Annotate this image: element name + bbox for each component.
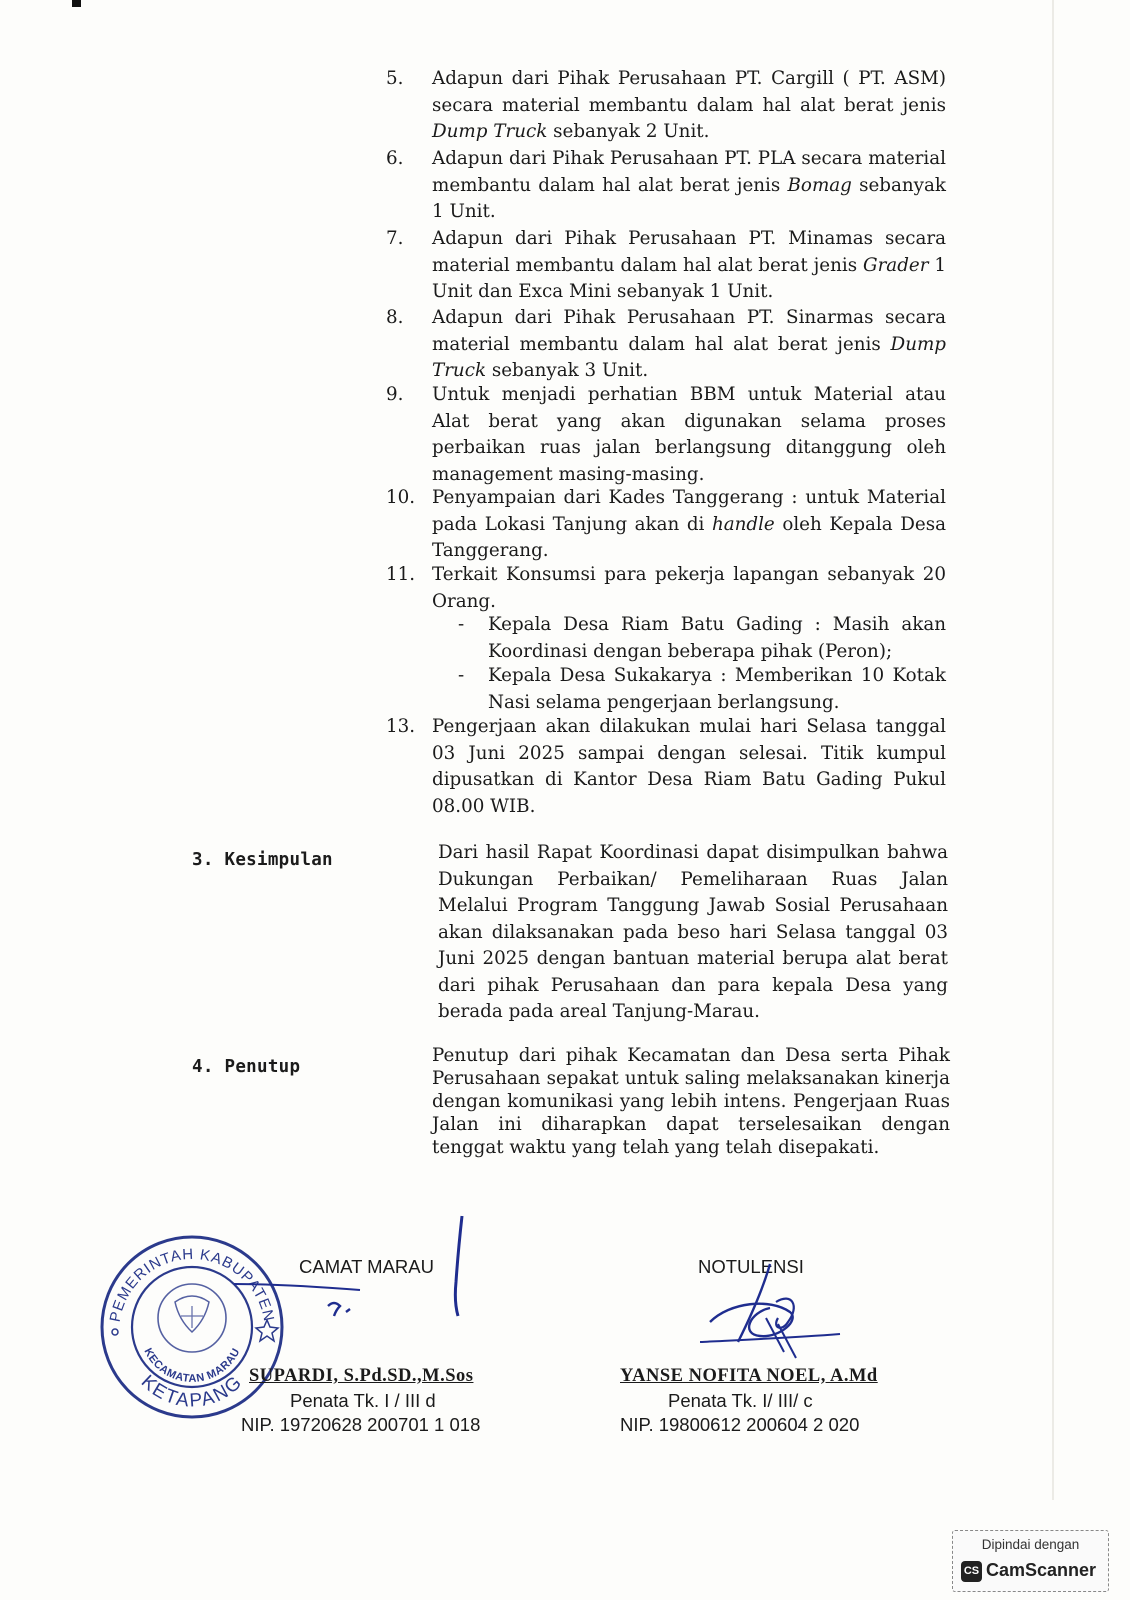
list-item-13	[386, 714, 946, 820]
signer-name-right: YANSE NOFITA NOEL, A.Md	[620, 1366, 878, 1386]
item-number: 8.	[386, 307, 404, 328]
item-text: Adapun dari Pihak Perusahaan PT. PLA secara material membantu dalam hal alat berat jenis Bomag sebanyak 1 Unit.	[432, 148, 946, 222]
scanner-brand-name: CamScanner	[986, 1560, 1097, 1580]
list-item-8	[386, 305, 946, 385]
item-text: Adapun dari Pihak Perusahaan PT. Cargill ( PT. ASM) secara material membantu dalam hal alat berat jenis Dump Truck sebanyak 2 Unit.	[432, 68, 946, 142]
page-edge-shadow	[1052, 0, 1054, 1500]
item-text: Untuk menjadi perhatian BBM untuk Material atau Alat berat yang akan digunakan selama proses perbaikan ruas jalan berlangsung ditanggung oleh management masing-masing.	[432, 384, 946, 485]
signature-stroke-left	[452, 1212, 472, 1320]
sub-item	[458, 612, 946, 665]
scanner-watermark-badge	[952, 1530, 1109, 1592]
stamp-bottom-text: KETAPANG	[136, 1371, 248, 1412]
handwritten-signature-left	[230, 1214, 390, 1334]
handwritten-signature-right	[700, 1262, 850, 1372]
section-heading-kesimpulan: 3. Kesimpulan	[192, 850, 333, 870]
sub-item	[458, 663, 946, 716]
sub-item-dash: -	[458, 665, 465, 686]
signer-title-left: CAMAT MARAU	[299, 1256, 434, 1277]
item-text: Penyampaian dari Kades Tanggerang : untuk Material pada Lokasi Tanjung akan di handle oleh Kepala Desa Tanggerang.	[432, 487, 946, 561]
list-item-5	[386, 66, 946, 146]
item-number: 13.	[386, 716, 416, 737]
item-number: 5.	[386, 68, 404, 89]
sub-item-text: Kepala Desa Sukakarya : Memberikan 10 Kotak Nasi selama pengerjaan berlangsung.	[488, 665, 946, 713]
sub-item-dash: -	[458, 614, 465, 635]
item-text: Adapun dari Pihak Perusahaan PT. Sinarmas secara material membantu dalam hal alat berat jenis Dump Truck sebanyak 3 Unit.	[432, 307, 946, 381]
signer-title-right: NOTULENSI	[698, 1256, 804, 1277]
section-heading-penutup: 4. Penutup	[192, 1057, 301, 1077]
section-body-penutup: Penutup dari pihak Kecamatan dan Desa serta Pihak Perusahaan sepakat untuk saling melaksanakan kinerja dengan komunikasi yang lebih intens. Pengerjaan Ruas Jalan ini diharapkan dapat terselesaikan dengan tenggat waktu yang telah yang telah disepakati.	[432, 1045, 950, 1158]
signer-name-left: SUPARDI, S.Pd.SD.,M.Sos	[249, 1366, 474, 1386]
camscanner-logo-icon: CS	[961, 1561, 982, 1582]
item-number: 10.	[386, 487, 416, 508]
section-body-kesimpulan: Dari hasil Rapat Koordinasi dapat disimpulkan bahwa Dukungan Perbaikan/ Pemeliharaan Ruas Jalan Melalui Program Tanggung Jawab Sosial Perusahaan akan dilaksanakan pada beso hari Selasa tanggal 03 Juni 2025 dengan bantuan material berupa alat berat dari pihak Perusahaan dan para kepala Desa yang berada pada areal Tanjung-Marau.	[438, 842, 948, 1022]
item-number: 6.	[386, 148, 404, 169]
item-text: Adapun dari Pihak Perusahaan PT. Minamas secara material membantu dalam hal alat berat jenis Grader 1 Unit dan Exca Mini sebanyak 1 Unit.	[432, 228, 946, 302]
sub-item-text: Kepala Desa Riam Batu Gading : Masih akan Koordinasi dengan beberapa pihak (Peron);	[488, 614, 946, 662]
signer-nip-right: NIP. 19800612 200604 2 020	[620, 1414, 860, 1435]
list-item-7	[386, 226, 946, 306]
item-number: 11.	[386, 564, 416, 585]
scan-edge-mark	[72, 0, 81, 7]
signer-nip-left: NIP. 19720628 200701 1 018	[241, 1414, 481, 1435]
list-item-6	[386, 146, 946, 226]
item-number: 7.	[386, 228, 404, 249]
item-text: Pengerjaan akan dilakukan mulai hari Selasa tanggal 03 Juni 2025 sampai dengan selesai. Titik kumpul dipusatkan di Kantor Desa Riam Batu Gading Pukul 08.00 WIB.	[432, 716, 946, 817]
signer-rank-left: Penata Tk. I / III d	[290, 1390, 436, 1411]
stamp-inner-text: KECAMATAN MARAU	[141, 1346, 243, 1385]
scanner-caption: Dipindai dengan	[981, 1537, 1080, 1552]
item-number: 9.	[386, 384, 404, 405]
signer-rank-right: Penata Tk. I/ III/ c	[668, 1390, 813, 1411]
list-item-10	[386, 485, 946, 565]
stamp-outer-text: PEMERINTAH KABUPATEN	[106, 1245, 278, 1324]
list-item-9	[386, 382, 946, 488]
list-item-11	[386, 562, 946, 615]
item-text: Terkait Konsumsi para pekerja lapangan sebanyak 20 Orang.	[432, 564, 946, 612]
